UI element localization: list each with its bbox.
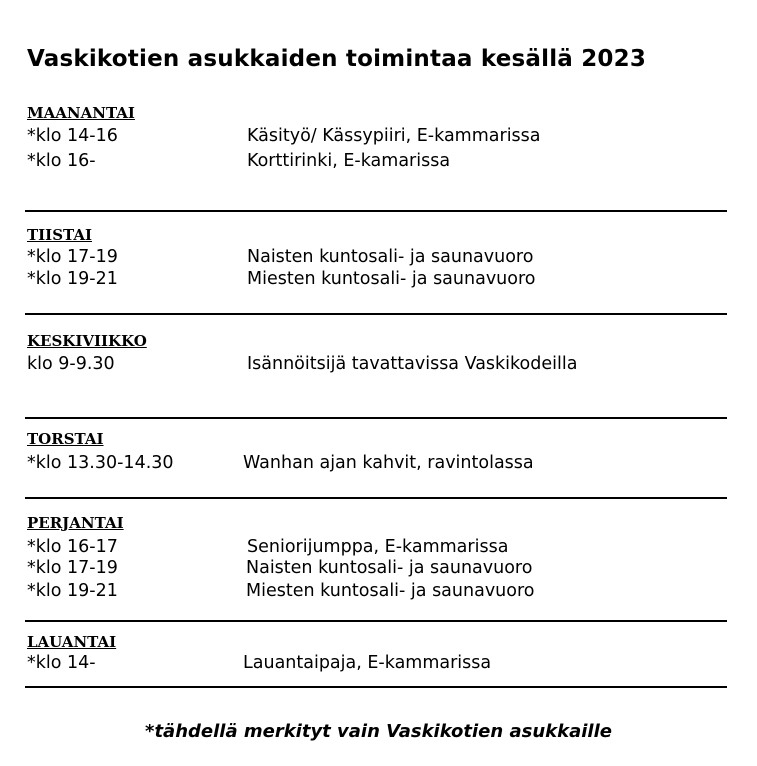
day-heading-maanantai: MAANANTAI <box>27 104 135 122</box>
entry-activity: Korttirinki, E-kamarissa <box>247 151 451 171</box>
day-heading-perjantai: PERJANTAI <box>27 514 124 532</box>
entry-time: *klo 16- <box>27 151 96 171</box>
section-divider <box>25 417 727 419</box>
entry-time: *klo 19-21 <box>27 581 118 601</box>
footer-note: *tähdellä merkityt vain Vaskikotien asukkaille <box>145 721 612 742</box>
day-heading-torstai: TORSTAI <box>27 430 104 448</box>
entry-activity: Seniorijumppa, E-kammarissa <box>247 537 509 557</box>
entry-activity: Käsityö/ Kässypiiri, E-kammarissa <box>247 126 541 146</box>
entry-activity: Wanhan ajan kahvit, ravintolassa <box>243 453 534 473</box>
entry-activity: Isännöitsijä tavattavissa Vaskikodeilla <box>247 354 578 374</box>
entry-time: klo 9-9.30 <box>27 354 115 374</box>
entry-time: *klo 17-19 <box>27 558 118 578</box>
entry-activity: Lauantaipaja, E-kammarissa <box>243 653 492 673</box>
section-divider <box>25 620 727 622</box>
section-divider <box>25 497 727 499</box>
entry-time: *klo 19-21 <box>27 269 118 289</box>
section-divider <box>25 210 727 212</box>
section-divider <box>25 313 727 315</box>
entry-time: *klo 16-17 <box>27 537 118 557</box>
day-heading-keskiviikko: KESKIVIIKKO <box>27 332 147 350</box>
section-divider <box>25 686 727 688</box>
entry-time: *klo 14- <box>27 653 96 673</box>
entry-time: *klo 17-19 <box>27 247 118 267</box>
entry-time: *klo 13.30-14.30 <box>27 453 174 473</box>
entry-activity: Miesten kuntosali- ja saunavuoro <box>247 269 536 289</box>
page-title: Vaskikotien asukkaiden toimintaa kesällä 2023 <box>27 46 647 72</box>
entry-activity: Miesten kuntosali- ja saunavuoro <box>246 581 535 601</box>
day-heading-tiistai: TIISTAI <box>27 226 93 244</box>
day-heading-lauantai: LAUANTAI <box>27 633 117 651</box>
entry-activity: Naisten kuntosali- ja saunavuoro <box>246 558 533 578</box>
entry-time: *klo 14-16 <box>27 126 118 146</box>
entry-activity: Naisten kuntosali- ja saunavuoro <box>247 247 534 267</box>
